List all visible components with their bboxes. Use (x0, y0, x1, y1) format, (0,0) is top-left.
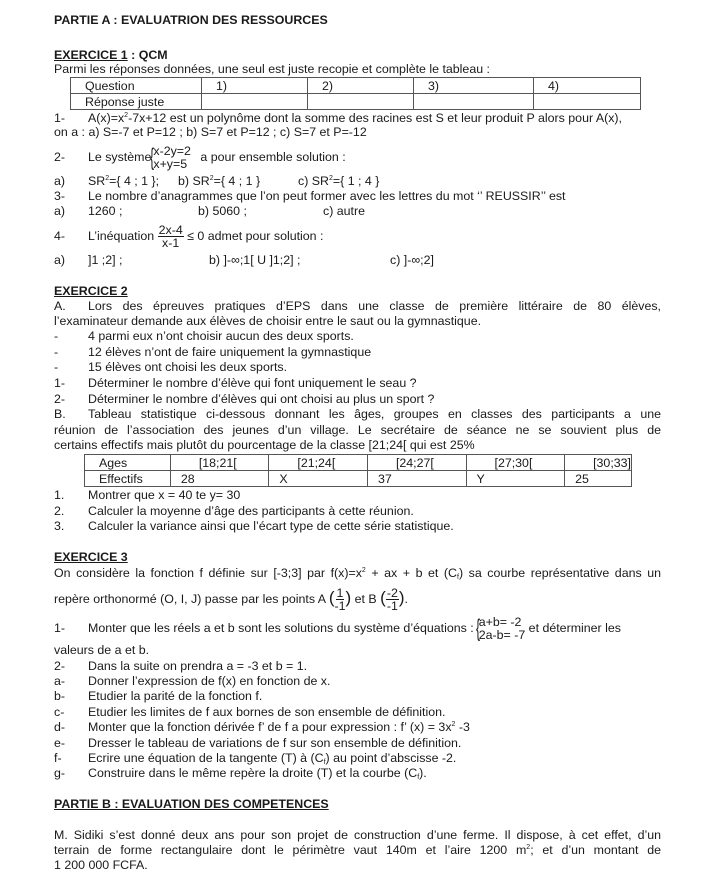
subscript: f (417, 774, 420, 781)
answer-cell-3[interactable] (414, 94, 534, 110)
question-text: -3 (455, 720, 470, 734)
bullet-mark: - (54, 360, 59, 374)
question-text: Donner l’expression de f(x) en fonction de x. (88, 674, 331, 688)
paragraph-text: ; et d’un montant de (530, 843, 661, 857)
exponent: 2 (105, 175, 110, 182)
fraction-denominator: -1 (386, 599, 398, 614)
option-b: b) 5060 ; (198, 204, 247, 218)
option-text: c) SR (298, 174, 329, 188)
question-number: a- (54, 674, 66, 688)
qcm-table-row-question (71, 78, 641, 94)
ex3-intro-line-2: repère orthonormé (O, I, J) passe par les points A ( $\frac{1}{-1}$ ) et B ( $\frac{-2}{-1}$ ). (54, 586, 408, 614)
point-b-coords (386, 587, 399, 612)
ex2-part-a-line-2: l’examinateur demande aux élèves de choisir entre le saut ou la gymnastique. (54, 314, 482, 328)
question-text: L’inéquation (88, 229, 155, 243)
ex1-question-1 (54, 111, 622, 126)
qcm-table-row-answer (71, 94, 641, 110)
paragraph-text: Lors des épreuves pratiques d’EPS dans une classe de première littéraire de 80 élèves, (88, 299, 661, 313)
ex1-question-3 (54, 189, 566, 204)
table-cell: [24;27[ (367, 455, 466, 471)
poly-text: A(x)=x (88, 111, 125, 125)
option-a: ]1 ;2] ; (88, 253, 123, 267)
ex2-part-b-line-1 (54, 407, 661, 422)
ages-row (85, 455, 632, 471)
table-cell: Ages (85, 455, 171, 471)
question-text: ≤ 0 admet pour solution : (187, 229, 324, 243)
part-label: A. (54, 299, 66, 313)
question-number: 1. (54, 488, 65, 502)
ex1-question-4-options (54, 253, 434, 268)
table-cell: [30;33] (565, 455, 632, 471)
ages-table (84, 454, 632, 487)
option-c: c) ]-∞;2] (390, 253, 434, 267)
option-text: ={ 4 ; 1 }; (109, 174, 160, 188)
ex2-part-b-line-2: réunion de l’association des jeunes d’un village. Le secrétaire de séance ne se souvient plus de (54, 423, 661, 437)
equation-line: x-2y=2 (153, 143, 191, 158)
list-item (54, 329, 354, 344)
ex3-question (54, 705, 445, 720)
ex1-question-1-options: on a : a) S=-7 et P=12 ; b) S=7 et P=12 ; c) S=7 et P=-12 (54, 125, 367, 139)
option-text: b) SR (178, 174, 210, 188)
question-text: Montrer que x = 40 te y= 30 (88, 488, 241, 502)
equation-line: x+y=5 (153, 156, 188, 171)
equation-line: 2a-b= -7 (478, 627, 526, 642)
question-number: 3- (54, 189, 66, 203)
ex1-question-2 (54, 143, 346, 171)
exponent: 2 (526, 844, 531, 851)
table-cell: Y (466, 471, 565, 487)
paragraph-text: + ax + b et (C (365, 566, 458, 580)
list-item-text: 4 parmi eux n’ont choisir aucun des deux sports. (88, 329, 354, 343)
ex3-question (54, 659, 307, 674)
bullet-mark: - (54, 345, 59, 359)
question-text: Déterminer le nombre d’élèves qui ont choisi au plus un sport ? (88, 392, 435, 406)
list-item (54, 360, 287, 375)
table-cell: [27;30[ (466, 455, 565, 471)
question-text: Déterminer le nombre d’élève qui font uniquement le seau ? (88, 376, 417, 390)
paragraph-text: repère orthonormé (O, I, J) passe par les points A (54, 592, 326, 606)
table-cell: 4) (534, 78, 641, 94)
partie-b-line-1: M. Sidiki s’est donné deux ans pour son projet de construction d’une ferme. Il dispose, à cet effet, d’un (54, 828, 661, 842)
list-item (54, 345, 371, 360)
question-number: 3. (54, 519, 65, 533)
exercice-1-subtitle: : QCM (127, 48, 168, 62)
partie-b-line-3: 1 200 000 FCFA. (54, 858, 148, 872)
question-text: -7x+12 est un polynôme dont la somme des racines est S et leur produit P alors pour A(x), (128, 111, 622, 125)
exponent: 2 (209, 175, 214, 182)
equation-system (477, 616, 526, 642)
question-number: g- (54, 766, 66, 780)
ex3-question (54, 751, 456, 766)
effectifs-row (85, 471, 632, 487)
paragraph-text: . (404, 592, 408, 606)
paragraph-text: Tableau statistique ci-dessous donnant les âges, groupes en classes des participants a une (88, 407, 661, 421)
question-text: Ecrire une équation de la tangente (T) à (C (88, 751, 324, 765)
question-text: Le système (88, 150, 152, 164)
fraction-numerator: -2 (386, 586, 398, 601)
table-cell: X (269, 471, 368, 487)
ex3-question (54, 766, 427, 781)
question-text: Calculer la variance ainsi que l’écart type de cette série statistique. (88, 519, 454, 533)
ex2-part-b-line-3: certains effectifs mais plutôt du pourcentage de la classe [21;24[ qui est 25% (54, 438, 475, 452)
question-text: Calculer la moyenne d’âge des participants à cette réunion. (88, 504, 414, 518)
question-number: 4- (54, 229, 66, 243)
table-cell: Question (71, 78, 202, 94)
question-text: ) au point d’abscisse -2. (325, 751, 457, 765)
table-cell: 3) (414, 78, 534, 94)
question-text: Dans la suite on prendra a = -3 et b = 1. (88, 659, 308, 673)
ex2-question (54, 376, 417, 391)
equation-line: a+b= -2 (478, 614, 522, 629)
part-label: B. (54, 407, 66, 421)
subscript: f (457, 574, 459, 581)
question-number: c- (54, 705, 65, 719)
paragraph-text: On considère la fonction f définie sur [-3;3] par f(x)=x (54, 566, 362, 580)
question-text: Monter que la fonction dérivée f’ de f a pour expression : f’ (x) = 3x (88, 720, 452, 734)
exponent: 2 (451, 721, 456, 728)
fraction (158, 224, 184, 249)
question-number: 2- (54, 392, 66, 406)
fraction-numerator: 1 (336, 586, 344, 601)
question-number: d- (54, 720, 66, 734)
equation-system (151, 145, 191, 171)
ex3-question (54, 674, 330, 689)
ex1-question-4 (54, 222, 323, 250)
qcm-answer-table (70, 77, 641, 110)
question-number: 2. (54, 504, 65, 518)
ex1-question-3-options (54, 204, 365, 219)
paragraph-text: et B (354, 592, 377, 606)
option-label: a) (54, 253, 66, 267)
ex2-question (54, 488, 240, 503)
table-cell: [18;21[ (170, 455, 269, 471)
ex2-question (54, 519, 454, 534)
subscript: f (323, 759, 326, 766)
question-number: b- (54, 689, 66, 703)
question-text: Monter que les réels a et b sont les solutions du système d’équations : (88, 621, 474, 635)
point-a-coords (334, 587, 345, 612)
ex3-question (54, 689, 262, 704)
question-number: 2- (54, 150, 66, 164)
option-c: c) autre (323, 204, 366, 218)
table-cell: Effectifs (85, 471, 171, 487)
question-text: Construire dans le même repère la droite (T) et la courbe (C (88, 766, 418, 780)
question-number: f- (54, 751, 62, 765)
list-item-text: 12 élèves n’ont de faire uniquement la gymnastique (88, 345, 372, 359)
question-text: Etudier les limites de f aux bornes de son ensemble de définition. (88, 705, 446, 719)
brace-icon: { (475, 614, 480, 642)
option-c (298, 174, 379, 188)
partie-b-title: PARTIE B : EVALUATION DES COMPETENCES (54, 797, 329, 811)
partie-b-line-2 (54, 843, 661, 858)
ex3-question (54, 736, 461, 751)
option-b (178, 174, 298, 189)
ex3-question-1 (54, 614, 621, 642)
paragraph-text: ) sa courbe représentative dans un (458, 566, 662, 580)
exponent: 2 (361, 567, 366, 574)
question-text: Le nombre d’anagrammes que l’on peut former avec les lettres du mot ‘’ REUSSIR’’ est (88, 189, 566, 203)
option-label: a) (54, 174, 66, 188)
answer-cell-2[interactable] (308, 94, 414, 110)
option-a (88, 174, 178, 189)
exponent: 2 (328, 175, 333, 182)
table-cell: 2) (308, 78, 414, 94)
ex2-question (54, 504, 414, 519)
question-number: e- (54, 736, 66, 750)
ex2-question (54, 392, 434, 407)
ex3-question-1-line-2: valeurs de a et b. (54, 643, 150, 657)
brace-icon: { (150, 143, 155, 171)
table-cell: [21;24[ (269, 455, 368, 471)
question-text: Dresser le tableau de variations de f sur son ensemble de définition. (88, 736, 462, 750)
paragraph-text: terrain de forme rectangulaire dont le périmètre vaut 140m et l’aire 1200 m (54, 843, 527, 857)
exercice-1-intro: Parmi les réponses données, une seul est juste recopie et complète le tableau : (54, 62, 490, 76)
answer-cell-4[interactable] (534, 94, 641, 110)
option-text: ={ 4 ; 1 } (213, 174, 261, 188)
table-cell: 28 (170, 471, 269, 487)
question-text: a pour ensemble solution : (200, 150, 346, 164)
option-a: 1260 ; (88, 204, 123, 218)
exercice-1-label: EXERCICE 1 (54, 48, 128, 62)
question-number: 1- (54, 376, 66, 390)
answer-cell-1[interactable] (202, 94, 308, 110)
table-cell: Réponse juste (71, 94, 202, 110)
table-cell: 1) (202, 78, 308, 94)
table-cell: 37 (367, 471, 466, 487)
ex2-part-a-line-1 (54, 299, 661, 314)
fraction-numerator: 2x-4 (158, 223, 183, 238)
question-number: 1- (54, 621, 66, 635)
question-text: Etudier la parité de la fonction f. (88, 689, 263, 703)
exponent: 2 (124, 112, 129, 119)
partie-a-title: PARTIE A : EVALUATRION DES RESSOURCES (54, 13, 328, 27)
ex3-intro-line-1 (54, 566, 661, 581)
bullet-mark: - (54, 329, 59, 343)
question-number: 2- (54, 659, 66, 673)
option-text: ={ 1 ; 4 } (332, 174, 380, 188)
ex3-question (54, 720, 470, 735)
question-text: et déterminer les (528, 621, 621, 635)
exercice-3-title: EXERCICE 3 (54, 550, 128, 564)
fraction-denominator: -1 (334, 599, 346, 614)
question-number: 1- (54, 111, 66, 125)
fraction-denominator: x-1 (162, 236, 180, 251)
ex1-question-2-options (54, 174, 379, 189)
exercice-1-title (54, 48, 168, 63)
option-text: SR (88, 174, 106, 188)
option-b: b) ]-∞;1[ U ]1;2] ; (209, 253, 301, 267)
exercice-2-title: EXERCICE 2 (54, 284, 128, 298)
list-item-text: 15 élèves ont choisi les deux sports. (88, 360, 288, 374)
question-text: ). (419, 766, 427, 780)
table-cell: 25 (565, 471, 632, 487)
option-label: a) (54, 204, 66, 218)
